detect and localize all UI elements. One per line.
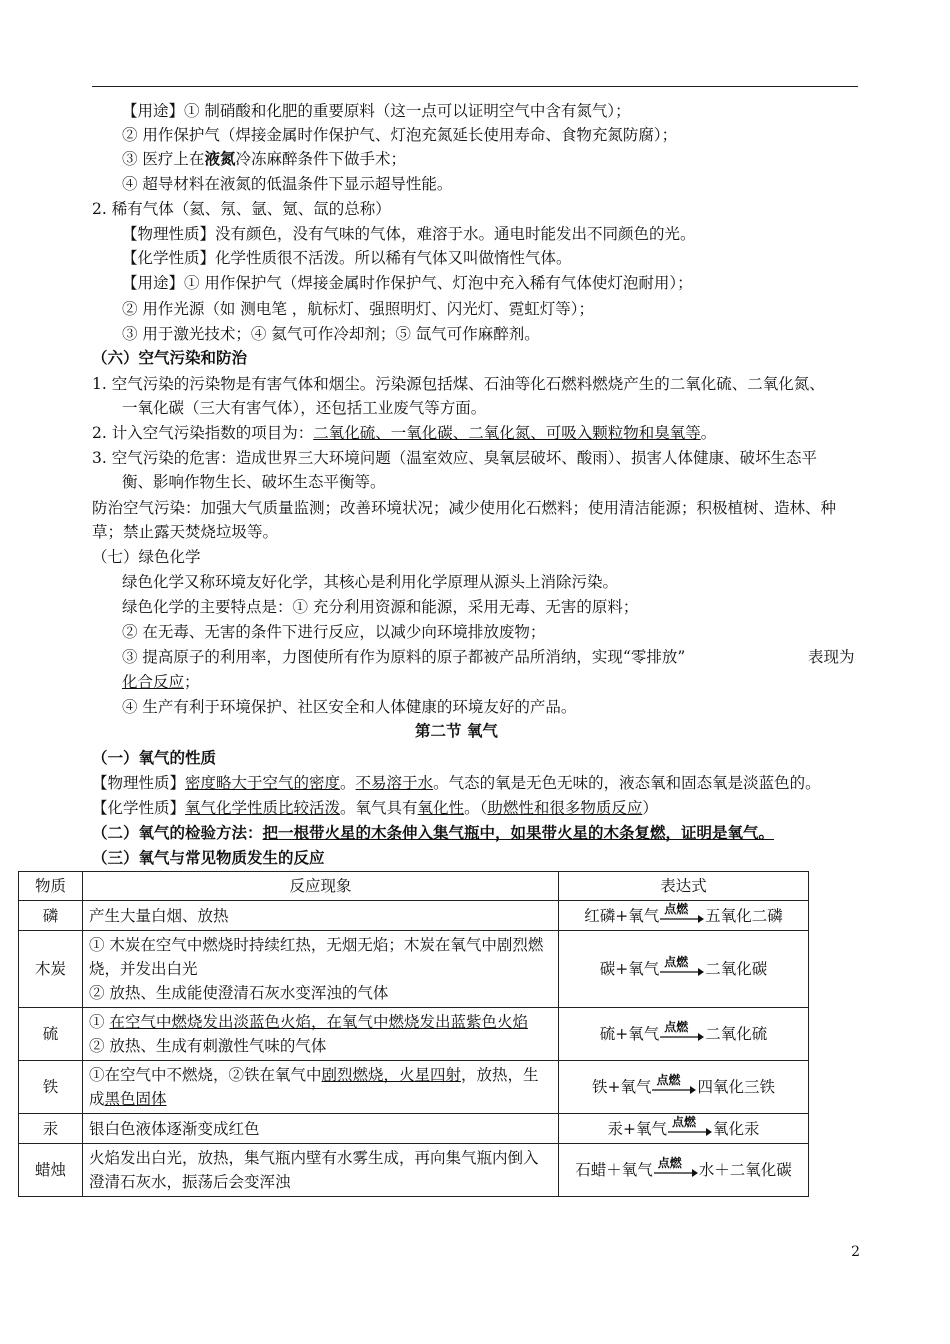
substance-cell: 硫 — [19, 1008, 83, 1061]
equation-cell — [559, 901, 809, 931]
text-span: 。（ — [464, 799, 488, 817]
text-line: ② 在无毒、无害的条件下进行反应，以减少向环境排放废物； — [122, 623, 546, 641]
phenomena-cell: 产生大量白烟、放热 — [83, 901, 559, 931]
text-line: 2. 稀有气体（氦、氖、氩、氪、氙的总称） — [92, 200, 391, 218]
condition-label: 点燃 — [671, 1114, 696, 1129]
reactants: 硫+氧气 — [599, 1025, 660, 1043]
reactants: 碳+氧气 — [599, 960, 660, 978]
underlined-text: 氧化性 — [417, 799, 465, 817]
text-line: 表现为 — [808, 648, 855, 666]
underlined-text: 化合反应 — [122, 673, 185, 691]
section-heading — [92, 823, 774, 843]
products: 四氧化三铁 — [697, 1078, 775, 1096]
equation-cell — [559, 1144, 809, 1197]
underlined-text: 不易溶于水 — [355, 774, 434, 792]
underlined-text: 黑色固体 — [104, 1090, 167, 1108]
condition-label: 点燃 — [664, 1020, 689, 1034]
text-line: ③ 提高原子的利用率，力图使所有作为原料的原子都被产品所消纳，实现“零排放” — [122, 648, 686, 666]
text-line: 【化学性质】化学性质很不活泼。所以稀有气体又叫做惰性气体。 — [122, 249, 572, 267]
phenomena-line: ② 放热、生成有刺激性气味的气体 — [89, 1037, 327, 1055]
text-line: ③ 用于激光技术；④ 氦气可作冷却剂；⑤ 氙气可作麻醉剂。 — [122, 325, 540, 343]
underlined-text: 氧气化学性质比较活泼 — [185, 799, 341, 817]
text-line: ② 用作光源（如 测电笔 ，航标灯、强照明灯、闪光灯、霓虹灯等）； — [122, 300, 595, 318]
reactants: 汞+氧气 — [607, 1119, 667, 1138]
reactants: 铁+氧气 — [591, 1078, 652, 1096]
underlined-text: 密度略大于空气的密度 — [185, 774, 341, 792]
text-span: 【物理性质】 — [92, 774, 186, 792]
text-line — [92, 423, 716, 443]
text-line: 一氧化碳（三大有害气体），还包括工业废气等方面。 — [122, 399, 487, 417]
equation-cell — [559, 1061, 809, 1114]
products: 五氧化二磷 — [705, 906, 783, 925]
text-line: 防治空气污染：加强大气质量监测；改善环境状况；减少使用化石燃料；使用清洁能源；积极植树、造林、种 — [92, 499, 837, 517]
text-line: 【用途】① 制硝酸和化肥的重要原料（这一点可以证明空气中含有氮气）； — [122, 102, 631, 120]
underlined-text: 在空气中燃烧发出淡蓝色火焰，在氧气中燃烧发出蓝紫色火焰 — [109, 1013, 528, 1031]
text-span: 【化学性质】 — [92, 799, 186, 817]
underlined-text: 把一根带火星的木条伸入集气瓶中，如果带火星的木条复燃，证明是氧气。 — [262, 823, 775, 842]
table-row — [19, 1114, 809, 1144]
underlined-text: 二氧化硫、一氧化碳、二氧化氮、可吸入颗粒物和臭氧等 — [313, 424, 701, 442]
substance-cell: 蜡烛 — [19, 1144, 83, 1197]
underlined-text: 助燃性和很多物质反应 — [487, 799, 643, 817]
substance-cell: 汞 — [19, 1114, 83, 1144]
section-heading: （七）绿色化学 — [92, 548, 201, 566]
text-span: 2. 计入空气污染指数的项目为： — [92, 424, 314, 442]
section-heading: （三）氧气与常见物质发生的反应 — [92, 848, 325, 867]
table-header: 表达式 — [559, 872, 809, 901]
text-line — [92, 773, 821, 793]
text-span: （二）氧气的检验方法： — [92, 823, 263, 842]
text-line: 1. 空气污染的污染物是有害气体和烟尘。污染源包括煤、石油等化石燃料燃烧产生的二氧化硫、二氧化氮、 — [92, 375, 825, 393]
substance-cell: 磷 — [19, 901, 83, 931]
reactants: 红磷+氧气 — [584, 906, 660, 925]
text-line: 【用途】① 用作保护气（焊接金属时作保护气、灯泡中充入稀有气体使灯泡耐用）； — [122, 274, 693, 292]
phenomena-cell — [83, 1061, 559, 1114]
table-row — [19, 931, 809, 1008]
section-heading: （一）氧气的性质 — [92, 748, 217, 767]
section-heading: （六）空气污染和防治 — [92, 348, 248, 367]
text-span: 。 — [340, 774, 356, 792]
text-span: ） — [642, 799, 658, 817]
table-row — [19, 1008, 809, 1061]
text-span: 。氧气具有 — [340, 799, 418, 817]
text-line: 绿色化学的主要特点是：① 充分利用资源和能源，采用无毒、无害的原料； — [122, 598, 639, 616]
text-span: ； — [184, 673, 200, 691]
text-line — [122, 672, 200, 692]
phenomena-cell: 火焰发出白光，放热，集气瓶内壁有水雾生成，再向集气瓶内倒入澄清石灰水，振荡后会变浑浊 — [83, 1144, 559, 1197]
equation-cell — [559, 931, 809, 1008]
condition-label: 点燃 — [664, 955, 689, 969]
table-header: 物质 — [19, 872, 83, 901]
products: 二氧化硫 — [705, 1025, 768, 1043]
table-row — [19, 1144, 809, 1197]
substance-cell: 木炭 — [19, 931, 83, 1008]
reaction-table — [18, 871, 809, 1197]
phenomena-cell — [83, 931, 559, 1008]
header-rule — [92, 86, 858, 87]
arrow-icon — [652, 1073, 696, 1098]
text-span: 。 — [700, 424, 717, 442]
condition-label: 点燃 — [664, 901, 689, 916]
products: 水＋二氧化碳 — [698, 1161, 792, 1179]
table-row — [19, 1061, 809, 1114]
text-line — [122, 149, 406, 169]
text-span: ①在空气中不燃烧，②铁在氧气中 — [89, 1066, 322, 1084]
text-line: ② 用作保护气（焊接金属时作保护气、灯泡充氮延长使用寿命、食物充氮防腐）； — [122, 126, 678, 144]
text-span: 。气态的氧是无色无味的，液态氧和固态氧是淡蓝色的。 — [433, 774, 821, 792]
table-header-row — [19, 872, 809, 901]
chapter-title: 第二节 氧气 — [415, 721, 498, 740]
arrow-icon — [668, 1114, 712, 1140]
text-span: ，放热，生成 — [89, 1066, 539, 1108]
substance-cell: 铁 — [19, 1061, 83, 1114]
text-line — [92, 798, 658, 818]
text-line: 草；禁止露天焚烧垃圾等。 — [92, 523, 279, 541]
table-row — [19, 901, 809, 931]
text-line: 绿色化学又称环境友好化学，其核心是利用化学原理从源头上消除污染。 — [122, 573, 619, 591]
condition-label: 点燃 — [657, 1156, 682, 1170]
phenomena-line — [89, 1010, 552, 1034]
table-header: 反应现象 — [83, 872, 559, 901]
text-span: ① — [89, 1013, 105, 1031]
arrow-icon — [660, 901, 704, 927]
text-span: ③ 医疗上在 — [122, 150, 205, 168]
text-line: 衡、影响作物生长、破坏生态平衡等。 — [122, 473, 386, 491]
products: 氧化汞 — [712, 1119, 760, 1138]
phenomena-cell — [83, 1008, 559, 1061]
page-number: 2 — [851, 1244, 860, 1260]
equation-cell — [559, 1114, 809, 1144]
arrow-icon — [654, 1156, 698, 1181]
phenomena-cell: 银白色液体逐渐变成红色 — [83, 1114, 559, 1144]
phenomena-line: ② 放热、生成能使澄清石灰水变浑浊的气体 — [89, 984, 389, 1002]
text-line: ④ 生产有利于环境保护、社区安全和人体健康的环境友好的产品。 — [122, 698, 577, 716]
equation-cell — [559, 1008, 809, 1061]
arrow-icon — [660, 955, 704, 980]
underlined-text: 剧烈燃烧，火星四射 — [321, 1066, 462, 1084]
phenomena-line: ① 木炭在空气中燃烧时持续红热，无烟无焰；木炭在氧气中剧烈燃烧，并发出白光 — [89, 936, 544, 978]
products: 二氧化碳 — [705, 960, 768, 978]
text-span: 冷冻麻醉条件下做手术； — [235, 150, 406, 168]
reactants: 石蜡＋氧气 — [575, 1161, 653, 1179]
text-line: 【物理性质】没有颜色，没有气味的气体，难溶于水。通电时能发出不同颜色的光。 — [122, 225, 696, 243]
arrow-icon — [660, 1020, 704, 1045]
condition-label: 点燃 — [656, 1073, 681, 1087]
bold-term: 液氮 — [204, 149, 236, 168]
text-line: ④ 超导材料在液氮的低温条件下显示超导性能。 — [122, 175, 453, 193]
text-line: 3. 空气污染的危害：造成世界三大环境问题（温室效应、臭氧层破坏、酸雨）、损害人体健康、破坏生态平 — [92, 449, 817, 467]
